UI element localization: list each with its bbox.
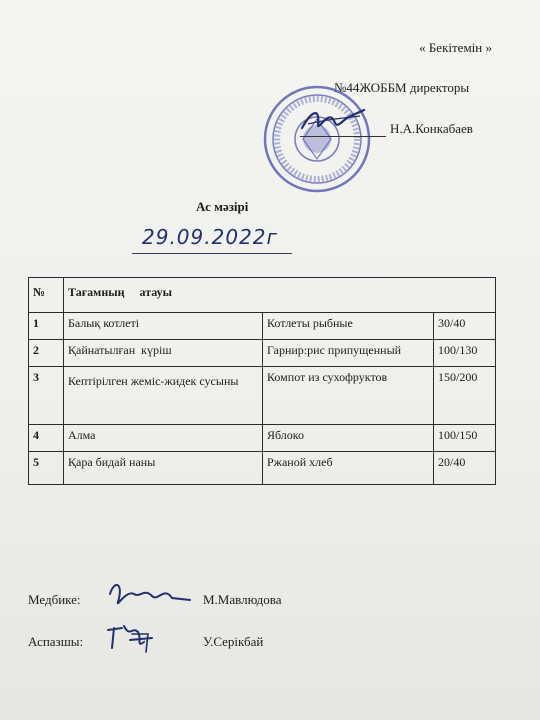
approval-heading: « Бекітемін » (419, 40, 492, 55)
cook-name: У.Серікбай (203, 634, 264, 649)
director-title: №44ЖОББМ директоры (334, 80, 470, 95)
official-stamp (262, 84, 372, 194)
cook-signature (102, 618, 162, 658)
table-header-row (29, 278, 496, 313)
dish-name-ru: Гарнир:рис припущенный (263, 340, 434, 367)
menu-table (28, 277, 496, 485)
portion: 20/40 (434, 452, 496, 485)
portion: 150/200 (434, 367, 496, 425)
nurse-label: Медбике: (28, 592, 81, 607)
dish-name-kz: Балық котлеті (64, 313, 263, 340)
nurse-name: М.Мавлюдова (203, 592, 282, 607)
table-row (29, 425, 496, 452)
table-row (29, 340, 496, 367)
nurse-signature (104, 576, 194, 612)
row-number: 5 (29, 452, 64, 485)
menu-title: Ас мәзірі (196, 199, 249, 214)
dish-name-ru: Котлеты рыбные (263, 313, 434, 340)
director-signature (298, 102, 368, 138)
column-header-dish-name: Тағамның атауы (64, 278, 496, 313)
portion: 30/40 (434, 313, 496, 340)
portion: 100/150 (434, 425, 496, 452)
row-number: 1 (29, 313, 64, 340)
dish-name-kz: Қайнатылған күріш (64, 340, 263, 367)
cook-label: Аспазшы: (28, 634, 84, 649)
dish-name-kz: Алма (64, 425, 263, 452)
dish-name-ru: Ржаной хлеб (263, 452, 434, 485)
dish-name-kz: Қара бидай наны (64, 452, 263, 485)
row-number: 2 (29, 340, 64, 367)
row-number: 4 (29, 425, 64, 452)
signature-line (300, 136, 386, 137)
portion: 100/130 (434, 340, 496, 367)
dish-name-ru: Яблоко (263, 425, 434, 452)
table-row (29, 452, 496, 485)
menu-date: 29.09.2022г (142, 225, 279, 249)
table-row (29, 367, 496, 425)
dish-name-kz: Кептірілген жеміс-жидек сусыны (64, 367, 263, 425)
director-name: Н.А.Конкабаев (390, 121, 473, 136)
table-row (29, 313, 496, 340)
row-number: 3 (29, 367, 64, 425)
column-header-number: № (29, 278, 64, 313)
date-underline (132, 253, 292, 254)
dish-name-ru: Компот из сухофруктов (263, 367, 434, 425)
